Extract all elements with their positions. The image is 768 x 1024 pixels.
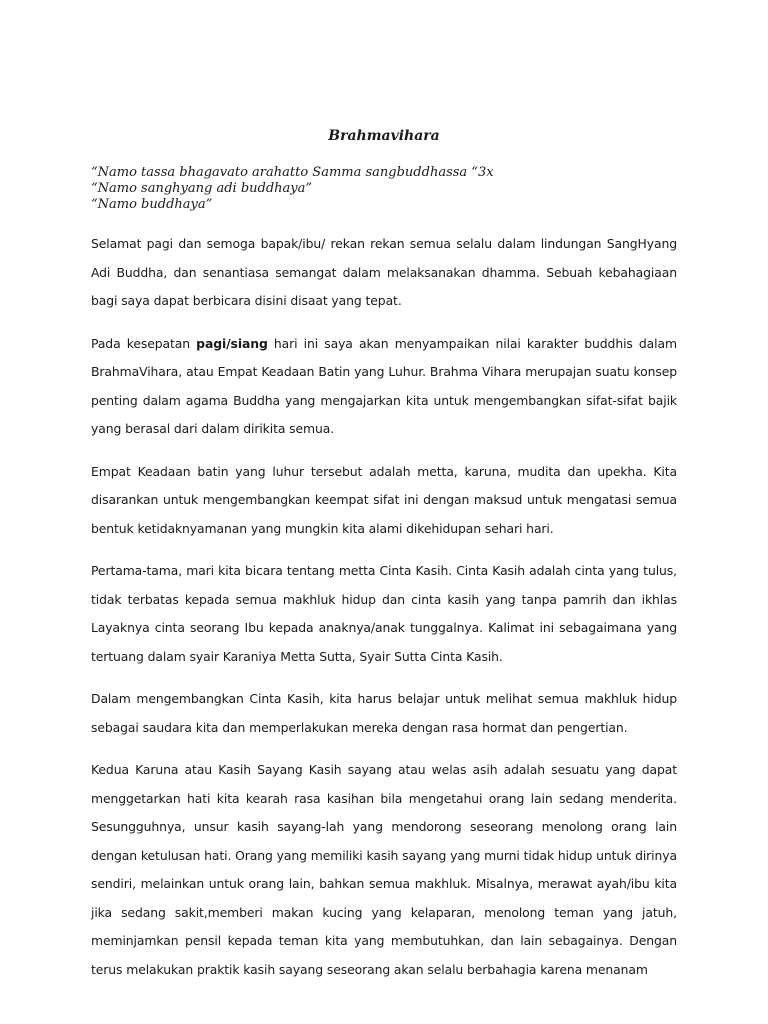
- chant-line: “Namo tassa bhagavato arahatto Samma sangbuddhassa “3x: [91, 165, 494, 180]
- paragraph-text: Pada kesepatan: [91, 335, 197, 351]
- bold-time-of-day: pagi/siang: [196, 335, 268, 351]
- document-page: [91, 127, 677, 998]
- chant-line: “Namo sanghyang adi buddhaya”: [91, 181, 313, 196]
- document-title: Brahmavihara: [328, 128, 440, 144]
- paragraph-text: hari ini saya akan menyampaikan nilai karakter buddhis dalam BrahmaVihara, atau Empat Keadaan Batin yang Luhur. Brahma Vihara merupajan suatu konsep penting dalam agama Buddha yang mengajarkan kita untuk mengembangkan sifat-sifat bajik yang berasal dari dalam dirikita semua.: [91, 335, 677, 436]
- paragraph-karuna: Kedua Karuna atau Kasih Sayang Kasih sayang atau welas asih adalah sesuatu yang dapat menggetarkan hati kita kearah rasa kasihan bila mengetahui orang lain sedang menderita. Sesungguhnya, unsur kasih sayang-lah yang mendorong seseorang menolong orang lain dengan ketulusan hati. Orang yang memiliki kasih sayang yang murni tidak hidup untuk dirinya sendiri, melainkan untuk orang lain, bahkan semua makhluk. Misalnya, merawat ayah/ibu kita jika sedang sakit,memberi makan kucing yang kelaparan, menolong teman yang jatuh, meminjamkan pensil kepada teman kita yang membutuhkan, dan lain sebagainya. Dengan terus melakukan praktik kasih sayang seseorang akan selalu berbahagia karena menanam: [91, 762, 677, 977]
- paragraph-four-states: Empat Keadaan batin yang luhur tersebut adalah metta, karuna, mudita dan upekha. Kita disarankan untuk mengembangkan keempat sifat ini dengan maksud untuk mengatasi semua bentuk ketidaknyamanan yang mungkin kita alami dikehidupan sehari hari.: [91, 463, 677, 536]
- paragraph-greeting: Selamat pagi dan semoga bapak/ibu/ rekan rekan semua selalu dalam lindungan SangHyang Adi Buddha, dan senantiasa semangat dalam melaksanakan dhamma. Sebuah kebahagiaan bagi saya dapat berbicara disini disaat yang tepat.: [91, 236, 677, 308]
- chant-block: [91, 165, 677, 213]
- paragraph-introduction: [91, 330, 677, 444]
- paragraph-developing-metta: Dalam mengembangkan Cinta Kasih, kita harus belajar untuk melihat semua makhluk hidup sebagai saudara kita dan memperlakukan mereka dengan rasa hormat dan pengertian.: [91, 691, 677, 735]
- paragraph-metta: Pertama-tama, mari kita bicara tentang metta Cinta Kasih. Cinta Kasih adalah cinta yang tulus, tidak terbatas kepada semua makhluk hidup dan cinta kasih yang tanpa pamrih dan ikhlas Layaknya cinta seorang Ibu kepada anaknya/anak tunggalnya. Kalimat ini sebagaimana yang tertuang dalam syair Karaniya Metta Sutta, Syair Sutta Cinta Kasih.: [91, 563, 677, 664]
- chant-line: “Namo buddhaya”: [91, 197, 213, 212]
